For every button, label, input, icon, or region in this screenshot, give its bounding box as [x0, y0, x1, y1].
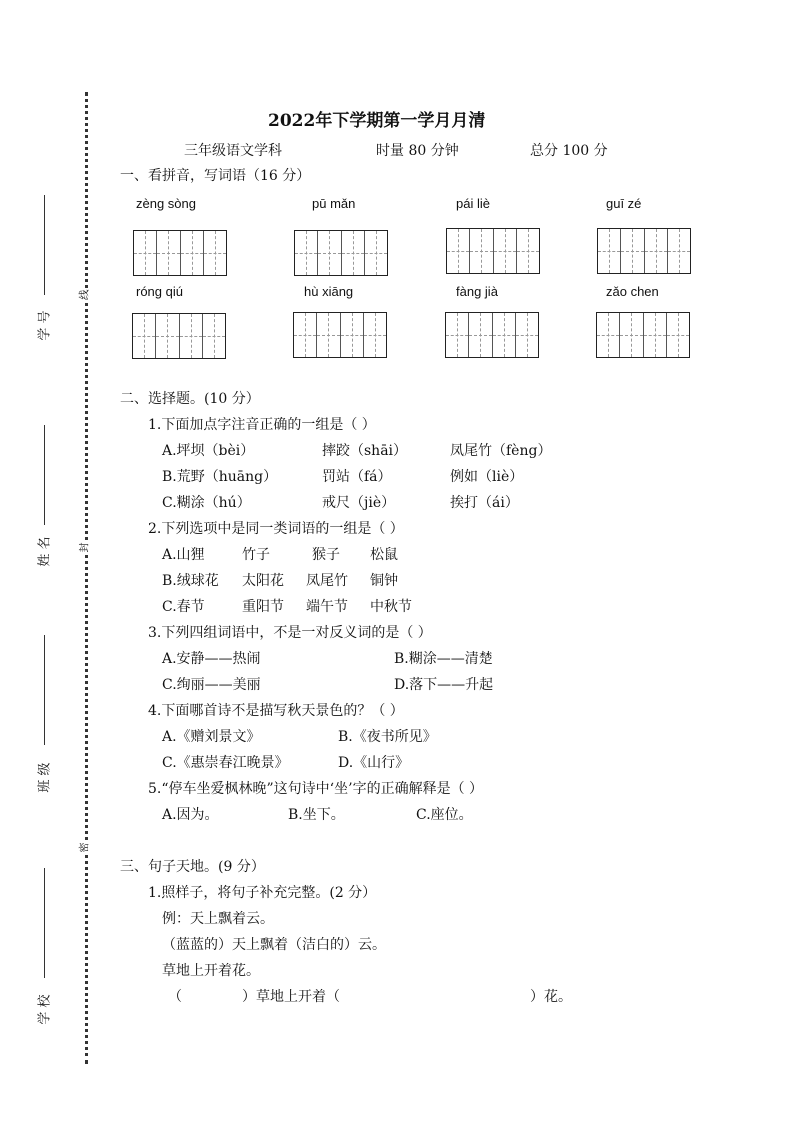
binding-dotted-line — [85, 92, 88, 1064]
question-stem: 4.下面哪首诗不是描写秋天景色的？（ ） — [148, 703, 404, 719]
option[interactable]: B.荒野（huāng） — [162, 469, 278, 485]
option[interactable]: C.糊涂（hú） — [162, 495, 251, 511]
option[interactable]: C.春节 — [162, 599, 205, 615]
option[interactable]: A.山狸 — [162, 547, 205, 563]
pinyin: zǎo chen — [606, 284, 659, 299]
writing-grid[interactable] — [596, 312, 690, 358]
name-label: 姓 名 — [37, 536, 53, 567]
option-word: 铜钟 — [370, 573, 398, 589]
writing-grid[interactable] — [445, 312, 539, 358]
prompt-sentence: 草地上开着花。 — [162, 963, 260, 979]
option-word: 端午节 — [306, 599, 348, 615]
pinyin: róng qiú — [136, 284, 183, 299]
option[interactable]: A.安静——热闹 — [162, 651, 261, 667]
fill-blank-open[interactable]: （ — [168, 989, 182, 1005]
option-word: 猴子 — [312, 547, 340, 563]
option[interactable]: 摔跤（shāi） — [322, 443, 408, 459]
example-answer: （蓝蓝的）天上飘着（洁白的）云。 — [162, 937, 386, 953]
option[interactable]: D.落下——升起 — [394, 677, 494, 693]
option[interactable]: B.绒球花 — [162, 573, 219, 589]
option[interactable]: C.座位。 — [416, 807, 473, 823]
exam-subject: 三年级语文学科 — [184, 143, 282, 159]
pinyin: guī zé — [606, 196, 642, 211]
writing-grid[interactable] — [133, 230, 227, 276]
writing-grid[interactable] — [132, 313, 226, 359]
writing-grid[interactable] — [294, 230, 388, 276]
pinyin: zèng sòng — [136, 196, 196, 211]
binding-mark-line: 线 — [76, 290, 91, 300]
option[interactable]: A.坪坝（bèi） — [162, 443, 255, 459]
option[interactable]: C.《惠崇春江晚景》 — [162, 755, 289, 771]
pinyin: pū mǎn — [312, 196, 356, 211]
option[interactable]: 例如（liè） — [450, 469, 524, 485]
question-stem: 1.下面加点字注音正确的一组是（ ） — [148, 417, 376, 433]
section1-heading: 一、看拼音，写词语（16 分） — [120, 168, 311, 184]
school-label: 学 校 — [37, 994, 53, 1025]
section2-heading: 二、选择题。(10 分） — [120, 391, 260, 407]
option[interactable]: B.糊涂——清楚 — [394, 651, 493, 667]
option[interactable]: 挨打（ái） — [450, 495, 519, 511]
example-sentence: 例：天上飘着云。 — [162, 911, 274, 927]
option[interactable]: 戒尺（jiè） — [322, 495, 396, 511]
option[interactable]: C.绚丽——美丽 — [162, 677, 261, 693]
student-id-underline — [44, 195, 45, 295]
fill-blank-middle[interactable]: ）草地上开着（ — [242, 989, 340, 1005]
writing-grid[interactable] — [597, 228, 691, 274]
option[interactable]: B.《夜书所见》 — [338, 729, 437, 745]
binding-mark-seal: 封 — [76, 543, 91, 553]
binding-mark-secret: 密 — [76, 843, 91, 853]
name-underline — [44, 425, 45, 525]
option-word: 凤尾竹 — [306, 573, 348, 589]
option[interactable]: 凤尾竹（fèng） — [450, 443, 552, 459]
school-underline — [44, 868, 45, 978]
class-label: 班 级 — [37, 762, 53, 793]
writing-grid[interactable] — [446, 228, 540, 274]
option[interactable]: D.《山行》 — [338, 755, 410, 771]
option-word: 竹子 — [242, 547, 270, 563]
fill-blank-close: ）花。 — [530, 989, 572, 1005]
option-word: 中秋节 — [370, 599, 412, 615]
section3-heading: 三、句子天地。(9 分） — [120, 859, 265, 875]
class-underline — [44, 635, 45, 745]
student-id-label: 学 号 — [37, 310, 53, 341]
option-word: 重阳节 — [242, 599, 284, 615]
option[interactable]: A.《赠刘景文》 — [162, 729, 261, 745]
writing-grid[interactable] — [293, 312, 387, 358]
question-stem: 2.下列选项中是同一类词语的一组是（ ） — [148, 521, 404, 537]
pinyin: hù xiāng — [304, 284, 354, 299]
exam-time: 时量 80 分钟 — [376, 143, 459, 159]
exam-total: 总分 100 分 — [530, 143, 608, 159]
pinyin: fàng jià — [456, 284, 498, 299]
option[interactable]: 罚站（fá） — [322, 469, 392, 485]
option[interactable]: A.因为。 — [162, 807, 219, 823]
question-stem: 3.下列四组词语中，不是一对反义词的是（ ） — [148, 625, 432, 641]
question-stem: 1.照样子，将句子补充完整。(2 分） — [148, 885, 377, 901]
option[interactable]: B.坐下。 — [288, 807, 345, 823]
pinyin: pái liè — [456, 196, 490, 211]
option-word: 松鼠 — [370, 547, 398, 563]
question-stem: 5.“停车坐爱枫林晚”这句诗中‘坐’字的正确解释是（ ） — [148, 781, 484, 797]
option-word: 太阳花 — [242, 573, 284, 589]
exam-title: 2022年下学期第一学月月清 — [268, 111, 486, 131]
